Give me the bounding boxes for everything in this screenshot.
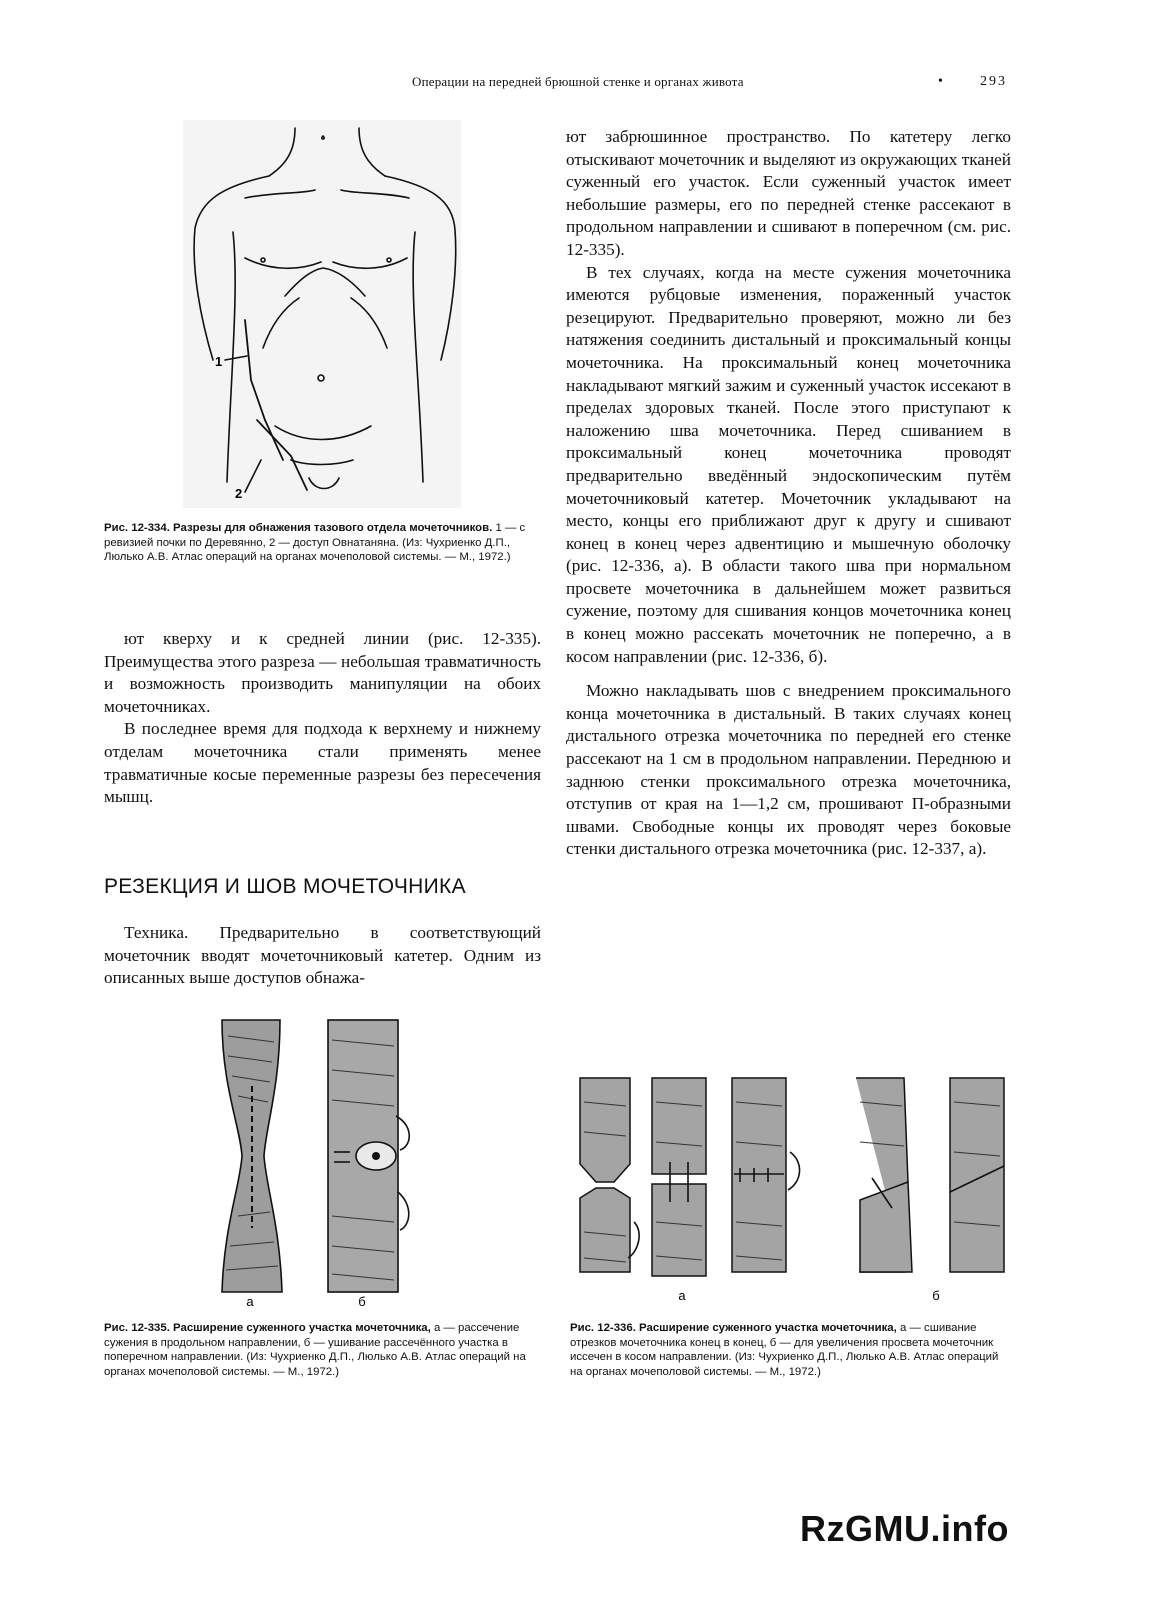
- ureter-longitudinal-drawing: [214, 1016, 428, 1312]
- running-title: Операции на передней брюшной стенке и органах живота: [412, 74, 744, 89]
- ureter-anastomosis-drawing: [574, 1072, 1014, 1312]
- figure-12-335: [214, 1016, 428, 1312]
- fig336-label-b: б: [932, 1288, 940, 1303]
- fig334-label-1: 1: [215, 354, 223, 369]
- figure-12-335-caption: [104, 1321, 538, 1379]
- fig334-caption-title: Рис. 12-334. Разрезы для обнажения тазового отдела мочеточников.: [104, 522, 493, 534]
- fig335-caption-title: Рис. 12-335. Расширение суженного участка мочеточника,: [104, 1322, 431, 1334]
- fig336-caption-body: а — сшивание отрезков мочеточника конец в конец, б — для увеличения просвета мочеточник иссечен в косом направлении. (Из: Чухриенко Д.П., Люлько А.В. Атлас операций на органах мочеполовой системы. — М., 1972.): [570, 1322, 999, 1378]
- fig336-caption-title: Рис. 12-336. Расширение суженного участка мочеточника,: [570, 1322, 897, 1334]
- page-number: 293: [980, 74, 1007, 89]
- torso-incision-drawing: [183, 120, 461, 508]
- right-paragraph-2: В тех случаях, когда на месте сужения мочеточника имеются рубцовые изменения, пораженный участок резецируют. Предварительно проверяют, можно ли без натяжения соединить дистальный и проксимальный концы мочеточника. На проксимальный конец мочеточника накладывают мягкий зажим и суженный участок иссекают в пределах здоровых тканей. После этого приступают к наложению шва мочеточника. Перед сшиванием в проксимальный конец мочеточника проводят предварительно введённый эндоскопическим путём мочеточниковый катетер. Мочеточник укладывают на место, концы его приближают друг к другу и сшивают конец в конец через адвентицию и мышечную оболочку (рис. 12-336, а). В области такого шва при нормальном просвете мочеточника в дальнейшем может развиться сужение, поэтому для сшивания концов мочеточника конец в конец можно рассекать мочеточник не поперечно, а в косом направлении (рис. 12-336, б).: [566, 262, 1011, 666]
- figure-12-334-caption: [104, 521, 538, 565]
- header-bullet: •: [938, 74, 943, 89]
- running-header: [0, 74, 1030, 98]
- fig334-caption-body: 1 — с ревизией почки по Деревянно, 2 — доступ Овнатаняна. (Из: Чухриенко Д.П., Люлько А.В. Атлас операций на органах мочеполовой системы. — М., 1972.): [104, 522, 526, 564]
- site-watermark: RzGMU.info: [800, 1508, 1009, 1549]
- right-paragraph-1: ют забрюшинное пространство. По катетеру легко отыскивают мочеточник и выделяют из окружающих тканей суженный его участок. Если суженный участок имеет небольшие размеры, его по передней стенке рассекают в продольном направлении и сшивают в поперечном (см. рис. 12-335).: [566, 127, 1011, 259]
- fig335-label-b: б: [358, 1294, 366, 1309]
- fig335-caption-body: а — рассечение сужения в продольном направлении, б — ушивание рассечённого участка в поперечном направлении. (Из: Чухриенко Д.П., Люлько А.В. Атлас операций на органах мочеполовой системы. — М., 1972.): [104, 1322, 526, 1378]
- left-paragraph-2: В последнее время для подхода к верхнему и нижнему отделам мочеточника стали применять менее травматичные косые переменные разрезы без пересечения мышц.: [104, 719, 541, 807]
- left-column-text: [104, 628, 541, 809]
- technique-paragraph: Техника. Предварительно в соответствующий мочеточник вводят мочеточниковый катетер. Одним из описанных выше доступов обнажа-: [104, 923, 541, 988]
- right-paragraph-3: Можно накладывать шов с внедрением проксимального конца мочеточника в дистальный. В таких случаях конец дистального отрезка мочеточника по передней его стенке рассекают на 1 см в продольном направлении. Переднюю и заднюю стенки проксимального отрезка мочеточника, отступив от края на 1—1,2 см, прошивают П-образными швами. Свободные концы их проводят через боковые стенки дистального отрезка мочеточника (рис. 12-337, а).: [566, 681, 1011, 859]
- section-heading: РЕЗЕКЦИЯ И ШОВ МОЧЕТОЧНИКА: [104, 875, 466, 898]
- technique-text: [104, 922, 541, 990]
- fig334-label-2: 2: [235, 486, 243, 501]
- figure-12-336: [574, 1072, 1014, 1312]
- fig335-label-a: а: [246, 1294, 254, 1309]
- fig336-label-a: а: [678, 1288, 686, 1303]
- figure-12-336-caption: [570, 1321, 1012, 1379]
- figure-12-334: [183, 120, 461, 508]
- left-paragraph-1: ют кверху и к средней линии (рис. 12-335). Преимущества этого разреза — небольшая травматичность и возможность производить манипуляции на обоих мочеточниках.: [104, 629, 541, 716]
- right-column-text: [566, 126, 1011, 861]
